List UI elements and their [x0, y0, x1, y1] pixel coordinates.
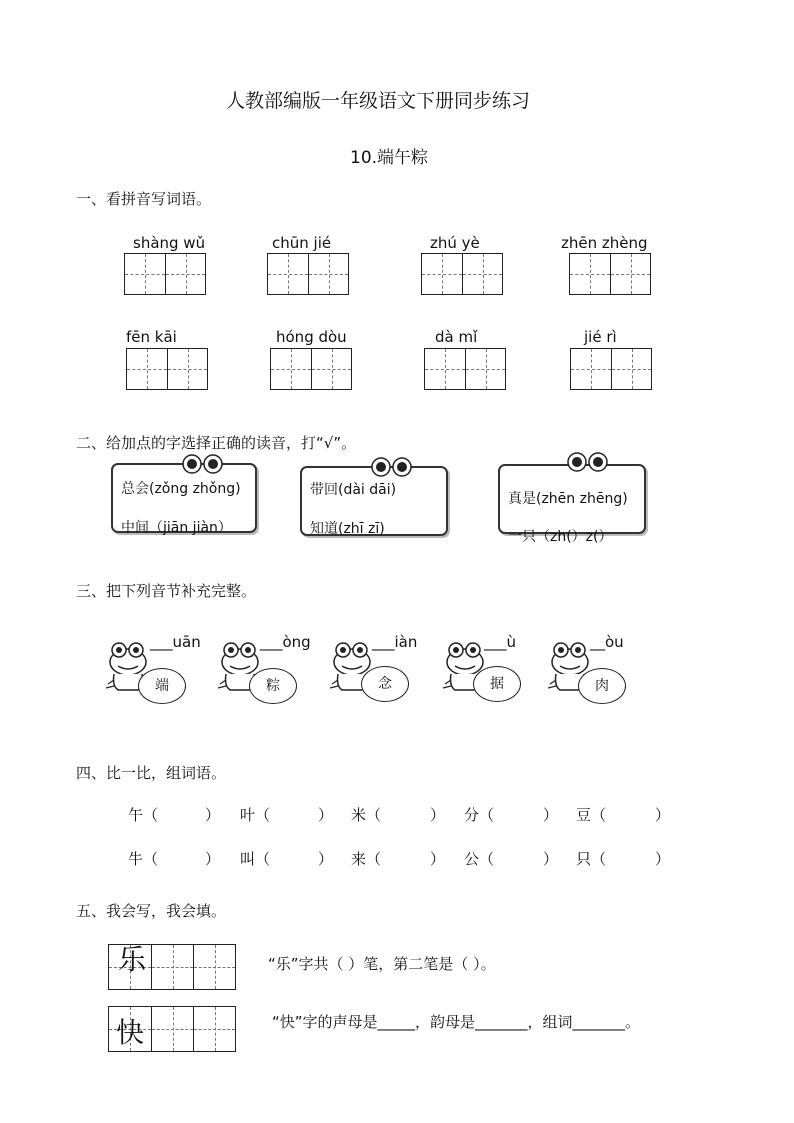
word-prompt[interactable]: 叶（ — [240, 806, 271, 824]
page-title: 人教部编版一年级语文下册同步练习 — [226, 90, 531, 112]
pinyin-label: fēn kāi — [126, 328, 177, 346]
section-4-heading: 四、比一比，组词语。 — [76, 764, 227, 782]
char-circle: 端 — [138, 668, 186, 704]
pinyin-label: zhú yè — [430, 234, 480, 252]
paren-close: ） — [318, 806, 334, 824]
paren-close: ） — [205, 806, 221, 824]
word-prompt[interactable]: 叫（ — [240, 850, 271, 868]
pinyin-label: chūn jié — [272, 234, 332, 252]
syllable-blank[interactable]: ___ù — [484, 633, 517, 651]
model-character: 乐 — [118, 943, 147, 976]
pinyin-label: dà mǐ — [435, 328, 478, 346]
paren-close: ） — [655, 806, 671, 824]
char-circle: 据 — [473, 666, 521, 702]
paren-close: ） — [205, 850, 221, 868]
char-circle: 粽 — [249, 668, 297, 704]
paren-close: ） — [430, 850, 446, 868]
writing-grid[interactable] — [124, 253, 206, 295]
choice-line[interactable]: 总会(zǒng zhǒng) — [121, 481, 241, 497]
pinyin-label: hóng dòu — [276, 328, 347, 346]
word-prompt[interactable]: 豆（ — [576, 806, 607, 824]
writing-grid[interactable] — [270, 348, 352, 390]
eyes-icon — [181, 453, 225, 475]
syllable-blank[interactable]: __òu — [590, 633, 624, 651]
syllable-blank[interactable]: ___uān — [150, 633, 201, 651]
word-prompt[interactable]: 公（ — [464, 850, 495, 868]
word-prompt[interactable]: 来（ — [351, 850, 382, 868]
word-prompt[interactable]: 午（ — [128, 806, 159, 824]
word-prompt[interactable]: 只（ — [576, 850, 607, 868]
section-3-heading: 三、把下列音节补充完整。 — [76, 582, 257, 600]
word-prompt[interactable]: 分（ — [464, 806, 495, 824]
paren-close: ） — [318, 850, 334, 868]
writing-grid[interactable] — [267, 253, 349, 295]
paren-close: ） — [430, 806, 446, 824]
lesson-title: 10.端午粽 — [350, 148, 429, 168]
question-text: “乐”字共（ ）笔，第二笔是（ ）。 — [268, 955, 496, 973]
char-circle: 念 — [361, 666, 409, 702]
paren-close: ） — [543, 806, 559, 824]
syllable-blank[interactable]: ___iàn — [372, 633, 418, 651]
syllable-blank[interactable]: ___òng — [260, 633, 311, 651]
word-prompt[interactable]: 米（ — [351, 806, 382, 824]
eyes-icon — [566, 451, 610, 473]
paren-close: ） — [655, 850, 671, 868]
choice-line[interactable]: 真是(zhēn zhēng) — [508, 491, 628, 507]
eyes-icon — [370, 456, 414, 478]
writing-grid[interactable] — [424, 348, 506, 390]
choice-line[interactable]: 中间（jiān jiàn） — [121, 520, 232, 536]
pinyin-label: zhēn zhèng — [561, 234, 648, 252]
choice-line[interactable]: 一只（zh(）z(） — [508, 529, 613, 545]
choice-line[interactable]: 知道(zhī zī) — [310, 521, 385, 537]
writing-grid[interactable] — [570, 348, 652, 390]
choice-box — [498, 464, 646, 545]
section-5-heading: 五、我会写，我会填。 — [76, 902, 227, 920]
writing-grid[interactable] — [569, 253, 651, 295]
writing-grid[interactable] — [421, 253, 503, 295]
writing-grid[interactable] — [126, 348, 208, 390]
question-text: “快”字的声母是_____，韵母是_______，组词_______。 — [272, 1013, 641, 1031]
paren-close: ） — [543, 850, 559, 868]
pinyin-label: jié rì — [584, 328, 617, 346]
model-character: 快 — [116, 1016, 145, 1049]
pinyin-label: shàng wǔ — [133, 234, 206, 252]
section-1-heading: 一、看拼音写词语。 — [76, 190, 212, 208]
section-2-heading: 二、给加点的字选择正确的读音，打“√”。 — [76, 434, 357, 452]
word-prompt[interactable]: 牛（ — [128, 850, 159, 868]
choice-line[interactable]: 带回(dài dāi) — [310, 482, 397, 498]
char-circle: 肉 — [578, 668, 626, 704]
